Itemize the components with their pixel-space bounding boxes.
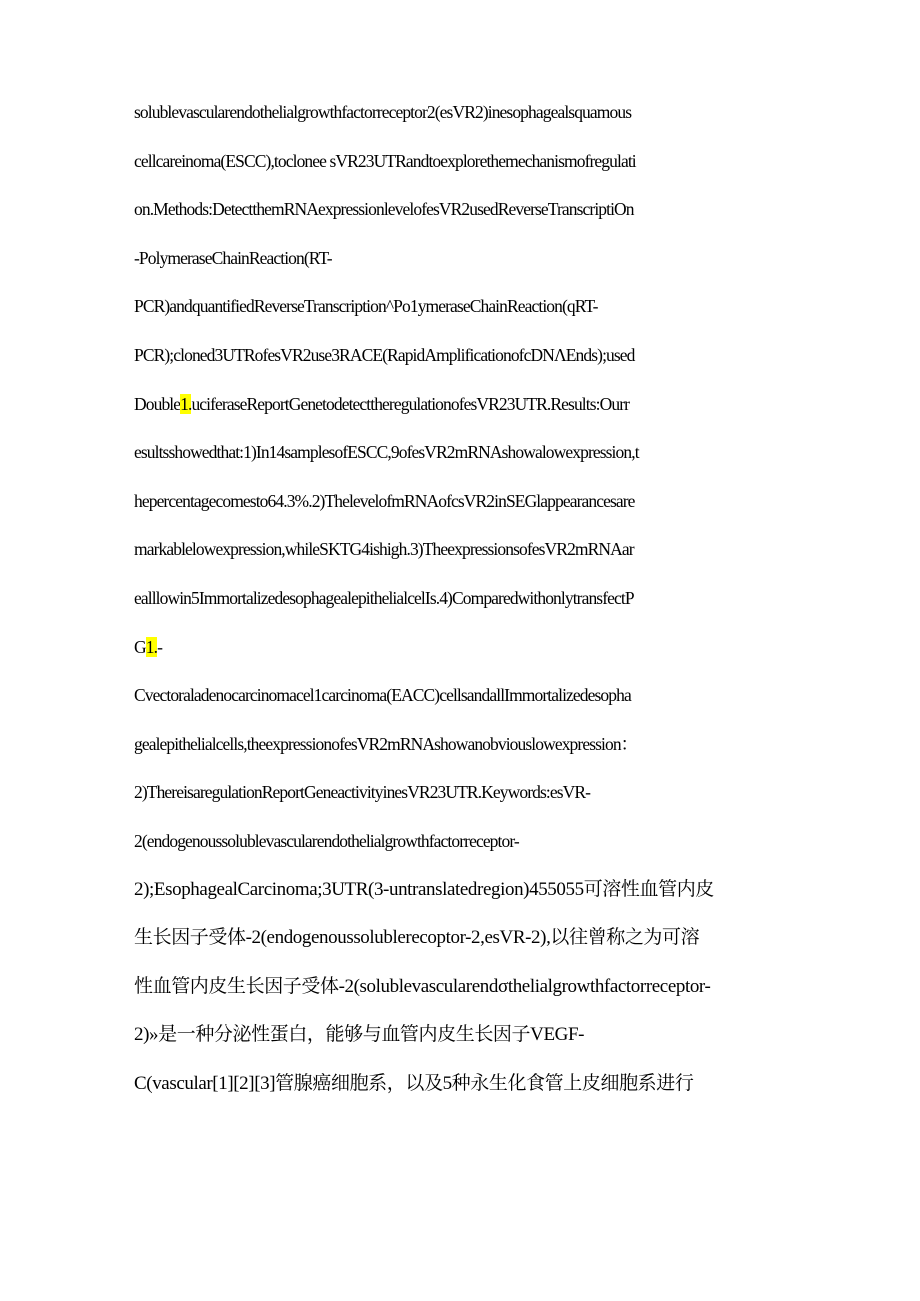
text-span: esultsshowedthat:1)In14samplesofESCC,9ofesVR2mRNAshowalowexpression,t [134, 442, 639, 462]
text-span: Cvectoraladenocarcinomacel1carcinoma(EACC)cellsandallImmortalizedesopha [134, 685, 631, 705]
text-span: C(vascular[1][2][3]管腺癌细胞系，以及5种永生化食管上皮细胞系进行 [134, 1073, 694, 1094]
text-line [134, 489, 794, 513]
text-span: 生长因子受体-2(endogenoussolublerecoptor-2,esVR-2),以往曾称之为可溶 [134, 927, 700, 948]
text-span: gealepithelialcells,theexpressionofesVR2mRNAshowanobviouslowexpression： [134, 734, 638, 754]
text-line [134, 537, 794, 561]
text-line [134, 926, 794, 950]
text-span: G [134, 637, 146, 657]
text-span: ealllowin5ImmortalizedesophagealepithelialcelIs.4)ComparedwithonlytransfectP [134, 588, 634, 608]
text-span: Double [134, 394, 181, 414]
text-span: markablelowexpression,whileSKTG4ishigh.3)TheexpressionsofesVR2mRNAar [134, 539, 634, 559]
text-span: 2);EsophagealCarcinoma;3UTR(3-untranslatedregion)455055可溶性血管内皮 [134, 879, 714, 900]
text-line [134, 343, 794, 367]
text-line [134, 246, 794, 270]
text-span: PCR)andquantifiedReverseTranscription^Po1ymeraseChainReaction(qRT- [134, 296, 598, 316]
text-span: 2)ThereisaregulationReportGeneactivityinesVR23UTR.Keywords:esVR- [134, 782, 591, 802]
text-line [134, 197, 794, 221]
text-span: 2(endogenoussolublevascularendothelialgrowthfactorreceptor- [134, 831, 519, 851]
text-span: hepercentagecomesto64.3%.2)ThelevelofmRNAofcsVR2inSEGlappearancesare [134, 491, 635, 511]
text-line [134, 100, 794, 124]
text-span: PCR);cloned3UTRofesVR2use3RACE(RapidAmplificationofcDNΛEnds);used [134, 345, 635, 365]
text-span: cellcareinoma(ESCC),toclonee sVR23UTRandtoexplorethemechanismofregulati [134, 151, 636, 171]
text-span: 2)»是一种分泌性蛋白，能够与血管内皮生长因子VEGF- [134, 1024, 585, 1045]
text-span: 性血管内皮生长因子受体-2(solublevascularendσthelialgrowthfactorreceptor- [134, 976, 711, 997]
text-line [134, 683, 794, 707]
text-span: - [157, 637, 163, 657]
highlighted-text: 1. [180, 394, 192, 414]
text-line [134, 829, 794, 853]
text-line [134, 780, 794, 804]
text-line [134, 294, 794, 318]
text-line [134, 878, 794, 902]
text-line [134, 149, 794, 173]
text-line [134, 975, 794, 999]
text-span: uciferaseReportGenetodetecttheregulationofesVR23UTR.Results:Ourr [191, 394, 630, 414]
highlighted-text: 1. [145, 637, 158, 657]
text-line [134, 732, 794, 756]
text-line [134, 440, 794, 464]
text-line [134, 1072, 794, 1096]
text-span: on.Methods:DetectthemRNAexpressionlevelofesVR2usedReverseTranscriptiOn [134, 199, 634, 219]
text-line [134, 1023, 794, 1047]
text-line [134, 635, 794, 659]
text-line [134, 392, 794, 416]
text-line [134, 586, 794, 610]
text-span: -PolymeraseChainReaction(RT- [134, 248, 332, 268]
text-span: solublevascularendothelialgrowthfactorreceptor2(esVR2)inesophagealsquamous [134, 102, 632, 122]
